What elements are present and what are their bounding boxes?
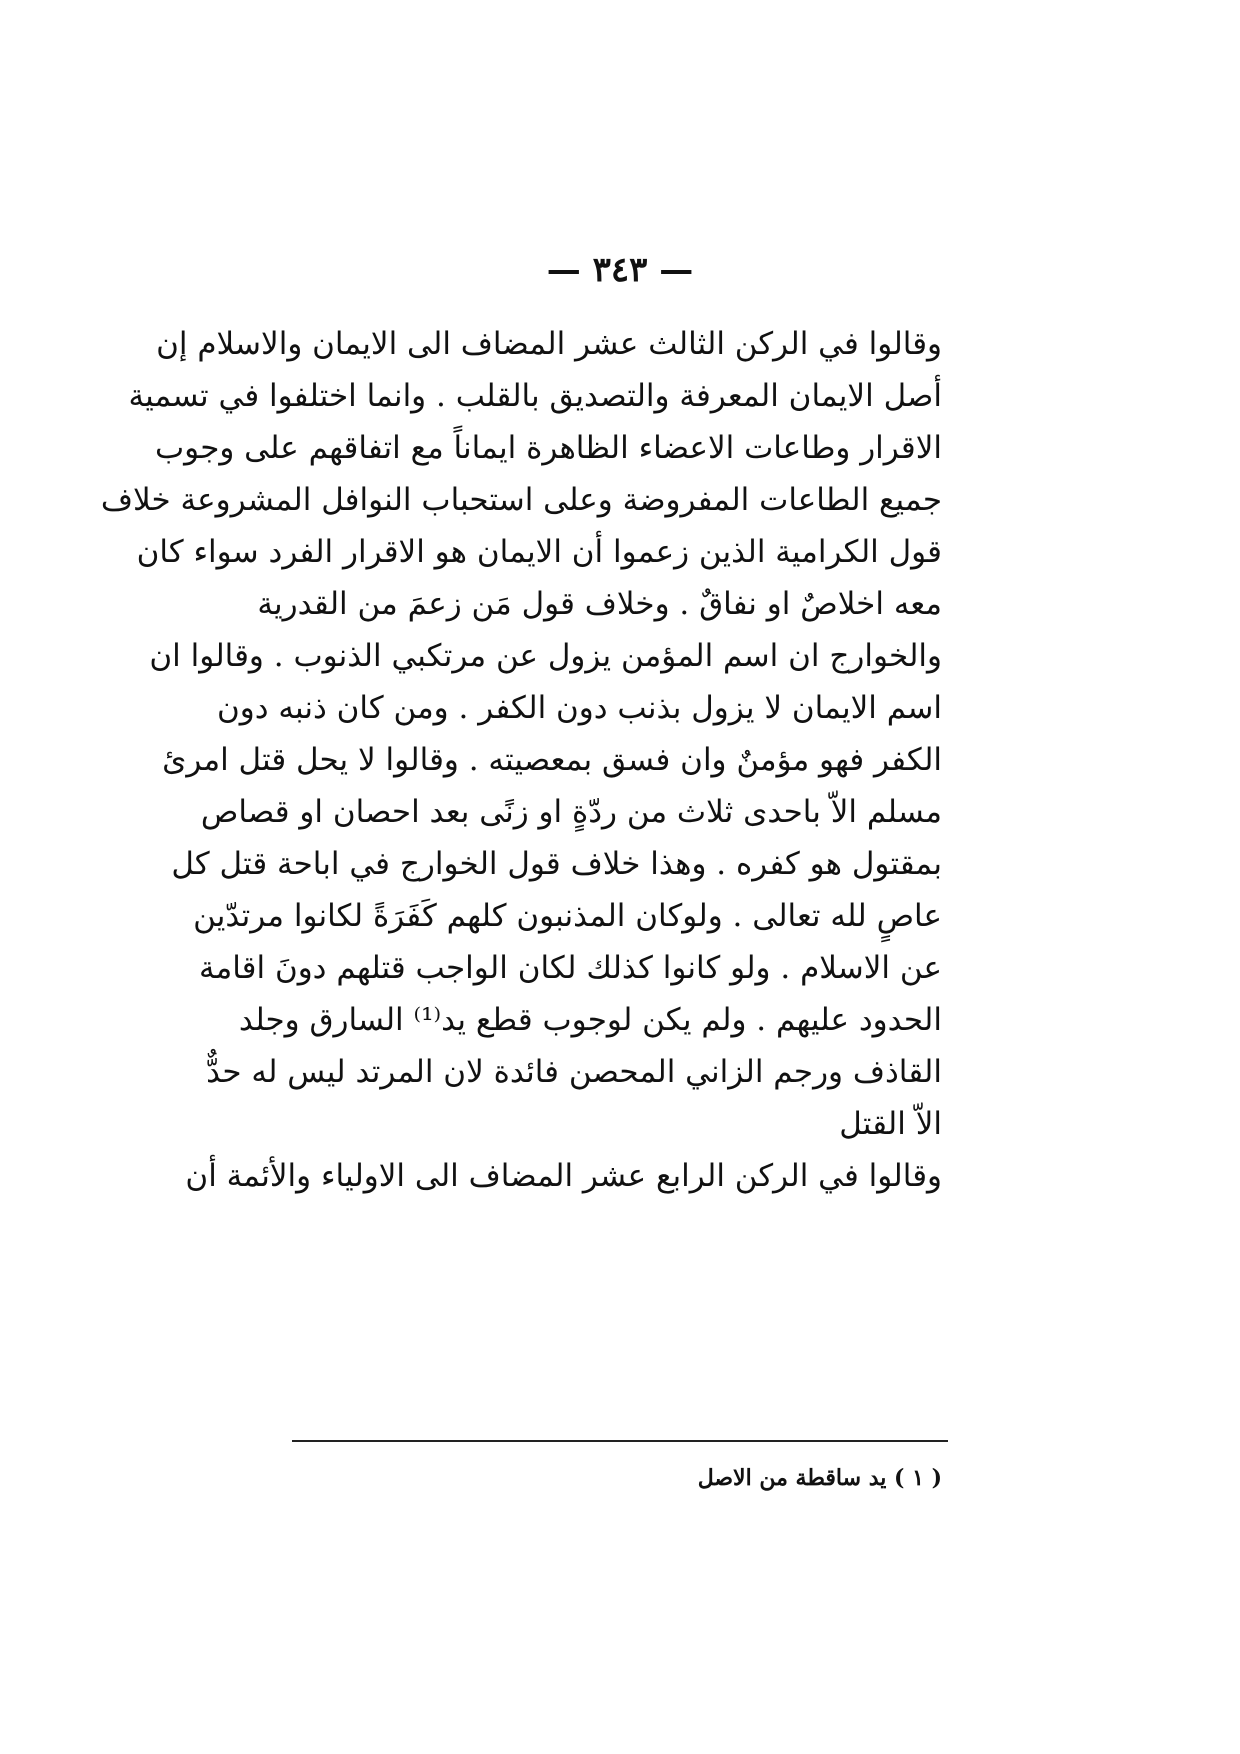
text-line: جميع الطاعات المفروضة وعلى استحباب النوافل المشروعة خلاف (100, 482, 942, 518)
text-line: والخوارج ان اسم المؤمن يزول عن مرتكبي الذنوب . وقالوا ان (149, 638, 942, 674)
footnote-divider (292, 1440, 948, 1442)
text-line: عن الاسلام . ولو كانوا كذلك لكان الواجب قتلهم دونَ اقامة (198, 950, 942, 986)
text-line: اسم الايمان لا يزول بذنب دون الكفر . ومن كان ذنبه دون (217, 690, 942, 726)
text-line: القاذف ورجم الزاني المحصن فائدة لان المرتد ليس له حدٌّ (206, 1054, 942, 1090)
text-line: الكفر فهو مؤمنٌ وان فسق بمعصيته . وقالوا لا يحل قتل امرئ (162, 742, 942, 778)
text-line: وقالوا في الركن الثالث عشر المضاف الى الايمان والاسلام إن (156, 326, 942, 362)
main-text (100, 318, 942, 1202)
footnote: ( ١ ) يد ساقطة من الاصل (697, 1465, 942, 1491)
text-line: الاّ القتل (839, 1106, 942, 1142)
text-line: عاصٍ لله تعالى . ولوكان المذنبون كلهم كَفَرَةً لكانوا مرتدّين (193, 898, 942, 934)
text-line: الحدود عليهم . ولم يكن لوجوب قطع يد⁽¹⁾ السارق وجلد (238, 1002, 942, 1038)
text-line: مسلم الاّ باحدى ثلاث من ردّةٍ او زنًى بعد احصان او قصاص (200, 794, 942, 830)
text-line: معه اخلاصٌ او نفاقٌ . وخلاف قول مَن زعمَ من القدرية (257, 586, 942, 622)
text-line: أصل الايمان المعرفة والتصديق بالقلب . وانما اختلفوا في تسمية (128, 378, 942, 414)
text-line: قول الكرامية الذين زعموا أن الايمان هو الاقرار الفرد سواء كان (136, 534, 942, 570)
text-line: الاقرار وطاعات الاعضاء الظاهرة ايماناً مع اتفاقهم على وجوب (155, 430, 942, 466)
text-line: وقالوا في الركن الرابع عشر المضاف الى الاولياء والأئمة أن (185, 1158, 942, 1194)
page-number: — ٣٤٣ — (546, 250, 694, 290)
text-line: بمقتول هو كفره . وهذا خلاف قول الخوارج في اباحة قتل كل (171, 846, 942, 882)
